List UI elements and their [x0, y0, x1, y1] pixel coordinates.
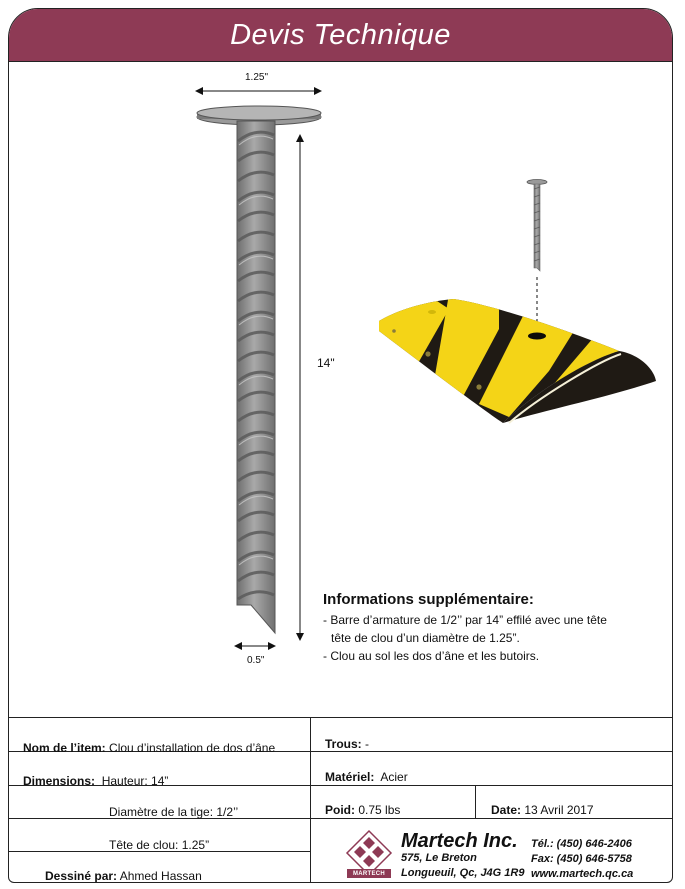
- item-name-value: Clou d’installation de dos d’âne: [109, 741, 276, 755]
- date-cell: [491, 803, 594, 817]
- info-heading: Informations supplémentaire:: [323, 591, 534, 608]
- company-name: Martech Inc.: [401, 830, 518, 852]
- date-value: 13 Avril 2017: [524, 803, 594, 817]
- weight-label: Poid:: [325, 803, 355, 817]
- holes-label: Trous:: [325, 737, 362, 751]
- material-cell: [325, 770, 408, 784]
- additional-info: [323, 591, 663, 665]
- spec-sheet: [8, 8, 673, 883]
- rod-diameter-cell: Diamètre de la tige: 1/2’’: [109, 805, 239, 819]
- head-size-cell: Tête de clou: 1.25”: [109, 838, 210, 852]
- company-website: www.martech.qc.ca: [531, 868, 634, 880]
- weight-cell: [325, 803, 400, 817]
- small-nail: [527, 180, 547, 272]
- info-line-2: - Clou au sol les dos d’âne et les butoirs.: [323, 649, 540, 663]
- dimensions-cell: [23, 774, 168, 788]
- divider: [310, 717, 311, 882]
- item-name-label: Nom de l’item:: [23, 741, 106, 755]
- material-label: Matériel:: [325, 770, 375, 784]
- speed-bump: [369, 289, 656, 429]
- title-block: [9, 717, 672, 882]
- drawn-by-value: Ahmed Hassan: [119, 869, 202, 883]
- drawn-by-label: Dessiné par:: [45, 869, 118, 883]
- material-value: Acier: [380, 770, 408, 784]
- info-line-1b: tête de clou d’un diamètre de 1.25”.: [331, 631, 520, 645]
- head-width-label: 1.25": [245, 72, 269, 83]
- logo-text: MARTECH: [352, 871, 386, 877]
- dimensions-value: Hauteur: 14”: [101, 774, 169, 788]
- holes-cell: [325, 737, 369, 751]
- info-line-1: - Barre d’armature de 1/2’’ par 14” effilé avec une tête: [323, 613, 607, 627]
- date-label: Date:: [491, 803, 522, 817]
- company-address-2: Longueuil, Qc, J4G 1R9: [401, 867, 525, 879]
- holes-value: -: [365, 737, 370, 751]
- divider: [475, 785, 476, 818]
- company-phone: Tél.: (450) 646-2406: [531, 838, 632, 850]
- page-title: Devis Technique: [230, 19, 451, 51]
- length-label: 14": [317, 356, 335, 370]
- company-fax: Fax: (450) 646-5758: [531, 853, 632, 865]
- nail-shank: [237, 121, 275, 633]
- company-address-1: 575, Le Breton: [401, 852, 477, 864]
- drawn-by-cell: [45, 869, 202, 883]
- divider: [9, 717, 672, 718]
- item-name-cell: [23, 741, 275, 755]
- dimensions-label: Dimensions:: [23, 774, 96, 788]
- weight-value: 0.75 lbs: [358, 803, 401, 817]
- shank-diameter-label: 0.5": [247, 655, 265, 666]
